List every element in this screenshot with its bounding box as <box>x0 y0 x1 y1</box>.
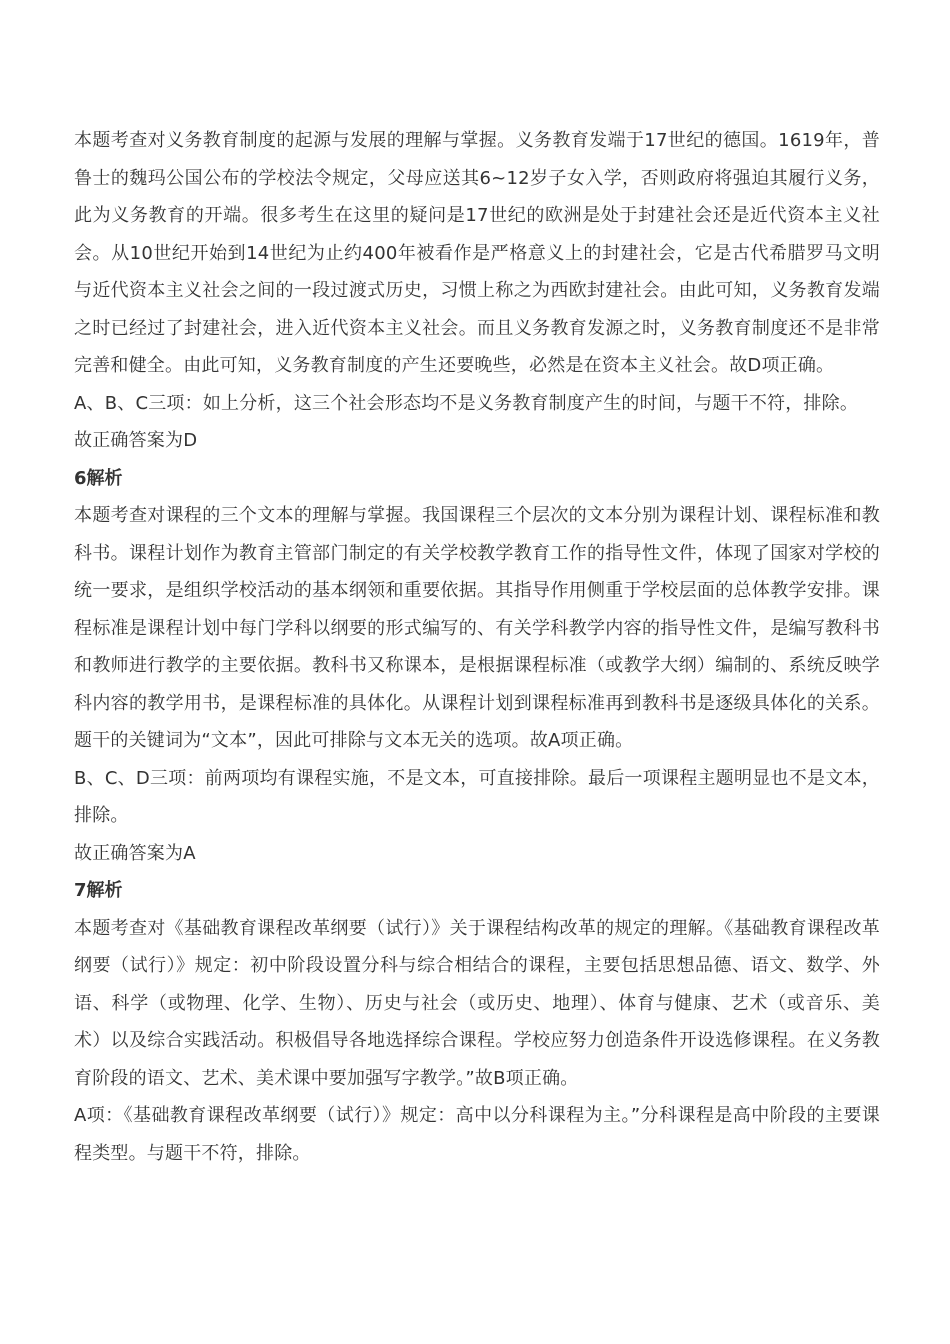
q7-option-a-analysis: A项：《基础教育课程改革纲要（试行）》规定：高中以分科课程为主。”分科课程是高中阶段的主要课程类型。与题干不符，排除。 <box>74 1105 880 1164</box>
q6-answer: 故正确答案为A <box>74 842 196 864</box>
q5-options-analysis: A、B、C三项：如上分析，这三个社会形态均不是义务教育制度产生的时间，与题干不符，排除。 <box>74 392 859 414</box>
document-page <box>74 122 880 1172</box>
q7-heading: 7解析 <box>74 880 123 901</box>
q5-explanation-paragraph: 本题考查对义务教育制度的起源与发展的理解与掌握。义务教育发端于17世纪的德国。1619年，普鲁士的魏玛公国公布的学校法令规定，父母应送其6~12岁子女入学，否则政府将强迫其履行义务，此为义务教育的开端。很多考生在这里的疑问是17世纪的欧洲是处于封建社会还是近代资本主义社会。从10世纪开始到14世纪为止约400年被看作是严格意义上的封建社会，它是古代希腊罗马文明与近代资本主义社会之间的一段过渡式历史，习惯上称之为西欧封建社会。由此可知，义务教育发端之时已经过了封建社会，进入近代资本主义社会。而且义务教育发源之时，义务教育制度还不是非常完善和健全。由此可知，义务教育制度的产生还要晚些，必然是在资本主义社会。故D项正确。 <box>74 130 880 376</box>
q7-explanation-paragraph: 本题考查对《基础教育课程改革纲要（试行）》关于课程结构改革的规定的理解。《基础教育课程改革纲要（试行）》规定：初中阶段设置分科与综合相结合的课程，主要包括思想品德、语文、数学、外语、科学（或物理、化学、生物）、历史与社会（或历史、地理）、体育与健康、艺术（或音乐、美术）以及综合实践活动。积极倡导各地选择综合课程。学校应努力创造条件开设选修课程。在义务教育阶段的语文、艺术、美术课中要加强写字教学。”故B项正确。 <box>74 917 880 1089</box>
q6-explanation-paragraph: 本题考查对课程的三个文本的理解与掌握。我国课程三个层次的文本分别为课程计划、课程标准和教科书。课程计划作为教育主管部门制定的有关学校教学教育工作的指导性文件，体现了国家对学校的统一要求，是组织学校活动的基本纲领和重要依据。其指导作用侧重于学校层面的总体教学安排。课程标准是课程计划中每门学科以纲要的形式编写的、有关学科教学内容的指导性文件，是编写教科书和教师进行教学的主要依据。教科书又称课本，是根据课程标准（或教学大纲）编制的、系统反映学科内容的教学用书，是课程标准的具体化。从课程计划到课程标准再到教科书是逐级具体化的关系。题干的关键词为“文本”，因此可排除与文本无关的选项。故A项正确。 <box>74 505 880 751</box>
q5-answer: 故正确答案为D <box>74 430 198 451</box>
q6-heading: 6解析 <box>74 467 123 489</box>
q6-options-analysis: B、C、D三项：前两项均有课程实施，不是文本，可直接排除。最后一项课程主题明显也不是文本，排除。 <box>74 767 880 826</box>
